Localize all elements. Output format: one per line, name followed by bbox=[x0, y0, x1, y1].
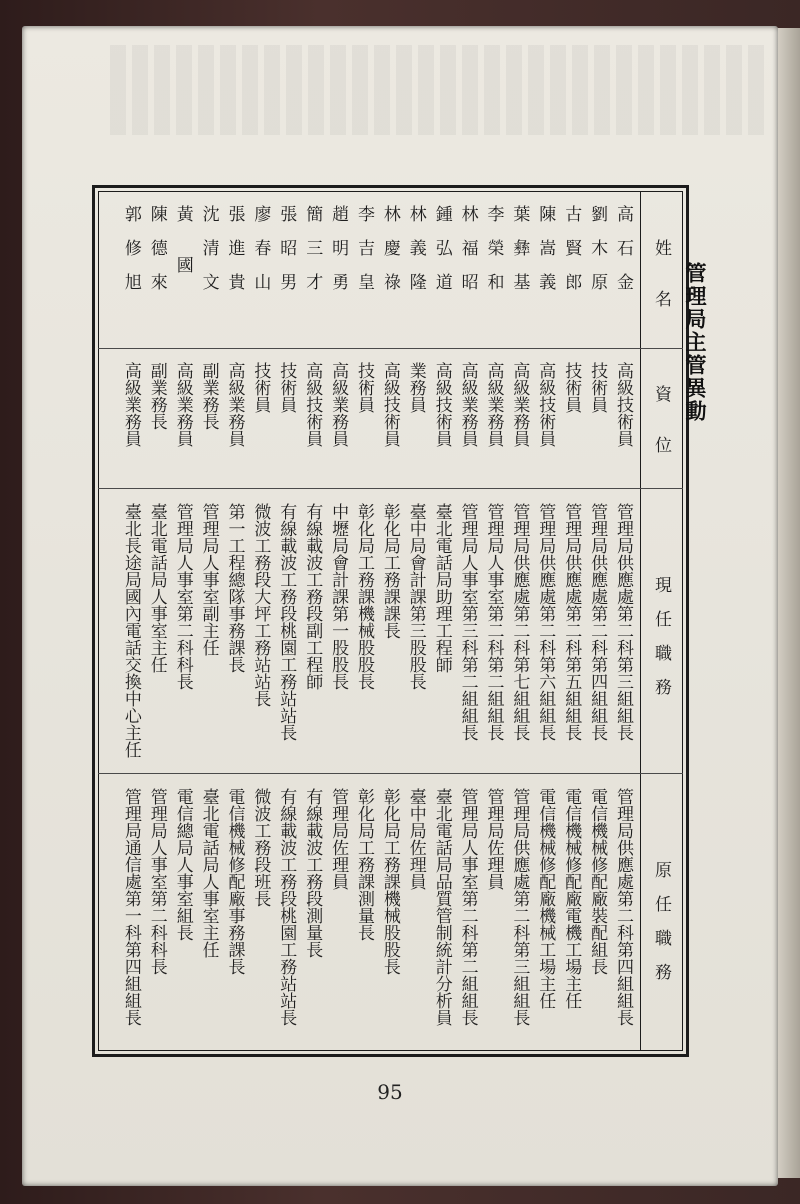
name-cell: 簡 三 才 bbox=[302, 205, 323, 290]
rank-cell: 技術員 bbox=[250, 362, 271, 413]
former-cell: 電信機械修配廠裝配組長 bbox=[587, 788, 608, 975]
rank-cell: 副業務長 bbox=[198, 362, 219, 430]
rank-cell: 高級業務員 bbox=[328, 362, 349, 447]
former-cell: 管理局佐理員 bbox=[483, 788, 504, 890]
name-cell: 林 福 昭 bbox=[457, 205, 478, 290]
page-title: 管理局主管異動 bbox=[683, 262, 708, 423]
former-cell: 有線載波工務段桃園工務站站長 bbox=[276, 788, 297, 1026]
rank-cell: 高級技術員 bbox=[535, 362, 556, 447]
rank-cell: 高級技術員 bbox=[613, 362, 633, 447]
current-cell: 有線載波工務段副工程師 bbox=[302, 503, 323, 690]
name-cell: 葉 彝 基 bbox=[509, 205, 530, 290]
rank-cell: 高級技術員 bbox=[431, 362, 452, 447]
current-cell: 第一工程總隊事務課長 bbox=[224, 503, 245, 673]
name-cell: 張 進 貴 bbox=[224, 205, 245, 290]
rank-cell: 業務員 bbox=[405, 362, 426, 413]
former-cell: 彰化局工務課測量長 bbox=[354, 788, 374, 941]
rank-cell: 高級技術員 bbox=[379, 362, 400, 447]
name-cell: 高 石 金 bbox=[613, 205, 633, 290]
former-cell: 臺北電話局品質管制統計分析員 bbox=[431, 788, 452, 1026]
current-cell: 管理局人事室副主任 bbox=[198, 503, 219, 656]
former-cell: 有線載波工務段測量長 bbox=[302, 788, 323, 958]
rank-cell: 高級業務員 bbox=[509, 362, 530, 447]
rank-cell: 高級技術員 bbox=[302, 362, 323, 447]
header-former-post: 原 任 職 務 bbox=[651, 860, 671, 980]
name-cell: 李 榮 和 bbox=[483, 205, 504, 290]
current-cell: 彰化局工務課課長 bbox=[379, 503, 400, 639]
current-cell: 彰化局工務課機械股股長 bbox=[354, 503, 374, 690]
current-cell: 管理局人事室第三科第二組組長 bbox=[457, 503, 478, 741]
former-cell: 管理局供應處第二科第四組組長 bbox=[613, 788, 633, 1026]
current-cell: 管理局供應處第二科第三組組長 bbox=[613, 503, 633, 741]
current-cell: 中壢局會計課第一股股長 bbox=[328, 503, 349, 690]
name-cell: 李 吉 皇 bbox=[354, 205, 374, 290]
show-through-text bbox=[110, 45, 770, 135]
header-column-rule bbox=[640, 191, 641, 1051]
current-cell: 管理局人事室第二科科長 bbox=[172, 503, 193, 690]
current-cell: 臺北長途局國內電話交換中心主任 bbox=[120, 503, 141, 758]
name-cell: 黃 國 bbox=[172, 205, 193, 273]
former-cell: 管理局供應處第二科第三組組長 bbox=[509, 788, 530, 1026]
rule-name-rank bbox=[98, 348, 683, 349]
former-cell: 彰化局工務課機械股股長 bbox=[379, 788, 400, 975]
current-cell: 管理局供應處第二科第七組組長 bbox=[509, 503, 530, 741]
former-cell: 微波工務段班長 bbox=[250, 788, 271, 907]
rank-cell: 技術員 bbox=[561, 362, 582, 413]
name-cell: 林 義 隆 bbox=[405, 205, 426, 290]
header-rank: 資 位 bbox=[651, 385, 671, 453]
rank-cell: 技術員 bbox=[587, 362, 608, 413]
name-cell: 陳 嵩 義 bbox=[535, 205, 556, 290]
former-cell: 管理局人事室第二科第二組組長 bbox=[457, 788, 478, 1026]
current-cell: 管理局供應處第二科第六組組長 bbox=[535, 503, 556, 741]
former-cell: 電信機械修配廠電機工場主任 bbox=[561, 788, 582, 1009]
name-cell: 陳 德 來 bbox=[146, 205, 167, 290]
rank-cell: 高級業務員 bbox=[172, 362, 193, 447]
rank-cell: 副業務長 bbox=[146, 362, 167, 430]
rank-cell: 高級業務員 bbox=[483, 362, 504, 447]
former-cell: 電信機械修配廠事務課長 bbox=[224, 788, 245, 975]
former-cell: 臺中局佐理員 bbox=[405, 788, 426, 890]
name-cell: 古 賢 郎 bbox=[561, 205, 582, 290]
header-name: 姓 名 bbox=[651, 238, 671, 307]
current-cell: 管理局人事室第二科第二組組長 bbox=[483, 503, 504, 741]
current-cell: 微波工務段大坪工務站站長 bbox=[250, 503, 271, 707]
rank-cell: 技術員 bbox=[276, 362, 297, 413]
header-current-post: 現 任 職 務 bbox=[651, 575, 671, 695]
name-cell: 沈 清 文 bbox=[198, 205, 219, 290]
rule-current-former bbox=[98, 773, 683, 774]
current-cell: 管理局供應處第二科第五組組長 bbox=[561, 503, 582, 741]
name-cell: 郭 修 旭 bbox=[120, 205, 141, 290]
page-edge bbox=[775, 28, 800, 1178]
name-cell: 張 昭 男 bbox=[276, 205, 297, 290]
name-cell: 廖 春 山 bbox=[250, 205, 271, 290]
current-cell: 臺北電話局人事室主任 bbox=[146, 503, 167, 673]
former-cell: 管理局人事室第二科科長 bbox=[146, 788, 167, 975]
former-cell: 電信總局人事室組長 bbox=[172, 788, 193, 941]
former-cell: 臺北電話局人事室主任 bbox=[198, 788, 219, 958]
rule-rank-current bbox=[98, 488, 683, 489]
former-cell: 電信機械修配廠機械工場主任 bbox=[535, 788, 556, 1009]
former-cell: 管理局通信處第一科第四組組長 bbox=[120, 788, 141, 1026]
name-cell: 林 慶 祿 bbox=[379, 205, 400, 290]
former-cell: 管理局佐理員 bbox=[328, 788, 349, 890]
name-cell: 趙 明 勇 bbox=[328, 205, 349, 290]
page-number: 95 bbox=[377, 1080, 403, 1104]
name-cell: 鍾 弘 道 bbox=[431, 205, 452, 290]
current-cell: 臺中局會計課第三股股長 bbox=[405, 503, 426, 690]
name-cell: 劉 木 原 bbox=[587, 205, 608, 290]
rank-cell: 高級業務員 bbox=[224, 362, 245, 447]
current-cell: 臺北電話局助理工程師 bbox=[431, 503, 452, 673]
rank-cell: 高級業務員 bbox=[120, 362, 141, 447]
current-cell: 有線載波工務段桃園工務站站長 bbox=[276, 503, 297, 741]
rank-cell: 高級業務員 bbox=[457, 362, 478, 447]
current-cell: 管理局供應處第二科第四組組長 bbox=[587, 503, 608, 741]
rank-cell: 技術員 bbox=[354, 362, 374, 413]
